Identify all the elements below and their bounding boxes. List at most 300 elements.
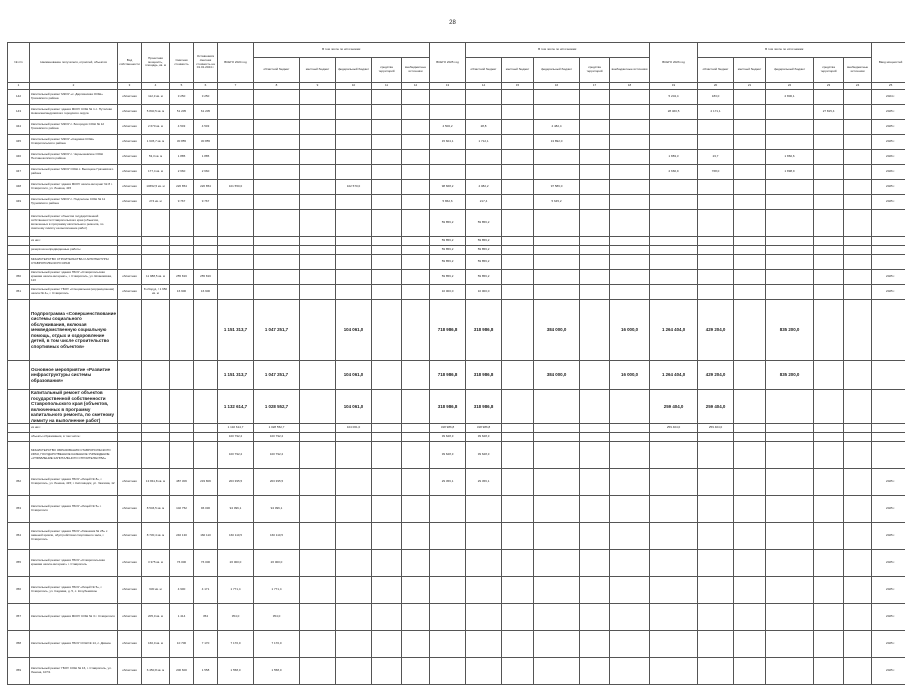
table-row bbox=[8, 496, 905, 523]
row-value bbox=[844, 105, 872, 120]
row-value bbox=[534, 90, 580, 105]
header-total-2026: ВСЕГО 2026 год bbox=[650, 43, 698, 83]
row-kind: областная bbox=[118, 496, 142, 523]
row-value bbox=[300, 105, 336, 120]
row-cost: 102 752 bbox=[170, 496, 194, 523]
row-value bbox=[430, 658, 466, 685]
row-value bbox=[580, 631, 610, 658]
column-number: 9 bbox=[300, 83, 336, 90]
row-capacity bbox=[142, 433, 170, 442]
row-value: 2 666,9 bbox=[650, 165, 698, 180]
header-total-2024: ВСЕГО 2024 год bbox=[218, 43, 254, 83]
row-value bbox=[534, 577, 580, 604]
row-value bbox=[580, 658, 610, 685]
row-kind: областная bbox=[118, 180, 142, 195]
row-cost: 4 503 bbox=[170, 120, 194, 135]
row-value bbox=[218, 135, 254, 150]
column-number: 4 bbox=[142, 83, 170, 90]
header-local: местный бюджет bbox=[734, 58, 766, 83]
row-value bbox=[734, 442, 766, 469]
row-value: 1 771,4 bbox=[218, 577, 254, 604]
row-value bbox=[610, 469, 650, 496]
row-value bbox=[372, 150, 402, 165]
row-value bbox=[502, 135, 534, 150]
header-territory: средства территорий bbox=[372, 58, 402, 83]
row-value: 183,0 bbox=[698, 90, 734, 105]
row-number: 349 bbox=[8, 195, 30, 210]
row-value bbox=[650, 270, 698, 285]
table-row bbox=[8, 255, 905, 270]
row-name: Подпрограмма «Совершенствование системы социального обслуживания, включая межведомственную социальную помощь, отдых и оздоровление детей, в том числе строительство спортивных объектов» bbox=[30, 300, 118, 361]
row-value bbox=[402, 390, 430, 424]
row-value: 2025 г. bbox=[872, 658, 905, 685]
row-value bbox=[466, 105, 502, 120]
row-value bbox=[766, 496, 814, 523]
row-number: 350 bbox=[8, 270, 30, 285]
row-value bbox=[766, 424, 814, 433]
row-number bbox=[8, 237, 30, 246]
row-kind bbox=[118, 442, 142, 469]
row-value bbox=[734, 165, 766, 180]
row-value bbox=[844, 361, 872, 390]
row-number bbox=[8, 246, 30, 255]
row-value bbox=[580, 195, 610, 210]
row-kind: областная bbox=[118, 105, 142, 120]
row-value bbox=[502, 361, 534, 390]
row-kind: областная bbox=[118, 285, 142, 300]
row-value: 1 264 404,0 bbox=[650, 300, 698, 361]
row-value bbox=[814, 246, 844, 255]
row-remain bbox=[194, 255, 218, 270]
row-value bbox=[580, 270, 610, 285]
column-number: 2 bbox=[30, 83, 118, 90]
row-value bbox=[844, 195, 872, 210]
row-value: 2025 г. bbox=[872, 469, 905, 496]
row-number bbox=[8, 424, 30, 433]
row-capacity: 205,0 кв. м bbox=[142, 604, 170, 631]
row-name: Капитальный ремонт здания МКОУ СОШ № 1 с. Путилово Новоалександровского городского округа bbox=[30, 105, 118, 120]
row-value bbox=[254, 270, 300, 285]
row-number: 142 bbox=[8, 90, 30, 105]
row-capacity: 274 кв. м bbox=[142, 195, 170, 210]
row-value: 97 586,0 bbox=[534, 180, 580, 195]
row-value bbox=[534, 442, 580, 469]
row-kind bbox=[118, 237, 142, 246]
row-value: 718 986,8 bbox=[430, 300, 466, 361]
table-row bbox=[8, 237, 905, 246]
row-capacity: 3 375 кв. м bbox=[142, 550, 170, 577]
row-value: 384 000,0 bbox=[534, 300, 580, 361]
table-row bbox=[8, 424, 905, 433]
row-value bbox=[734, 150, 766, 165]
column-number: 10 bbox=[336, 83, 372, 90]
row-value bbox=[872, 237, 905, 246]
row-remain: 16 900 bbox=[194, 285, 218, 300]
row-capacity bbox=[142, 424, 170, 433]
row-value bbox=[650, 246, 698, 255]
row-value bbox=[610, 658, 650, 685]
row-kind bbox=[118, 433, 142, 442]
row-value bbox=[844, 300, 872, 361]
row-capacity bbox=[142, 300, 170, 361]
row-value bbox=[650, 255, 698, 270]
row-value: 2025 г. bbox=[872, 105, 905, 120]
row-value bbox=[254, 246, 300, 255]
row-value bbox=[300, 246, 336, 255]
row-value bbox=[650, 210, 698, 237]
row-remain: 7 170 bbox=[194, 631, 218, 658]
row-remain bbox=[194, 246, 218, 255]
row-value bbox=[734, 135, 766, 150]
row-remain: 30 855 bbox=[194, 135, 218, 150]
row-value bbox=[372, 300, 402, 361]
table-row bbox=[8, 105, 905, 120]
row-cost bbox=[170, 246, 194, 255]
row-number bbox=[8, 442, 30, 469]
row-value bbox=[502, 270, 534, 285]
row-cost: 1 885 bbox=[170, 150, 194, 165]
row-value: 39 628,3 bbox=[466, 433, 502, 442]
row-value: 259 404,0 bbox=[698, 424, 734, 433]
row-value bbox=[580, 469, 610, 496]
row-capacity: 8 546,5 кв. м bbox=[142, 496, 170, 523]
row-value bbox=[300, 577, 336, 604]
row-name: из них: bbox=[30, 237, 118, 246]
row-value bbox=[872, 390, 905, 424]
row-value bbox=[502, 255, 534, 270]
row-value bbox=[610, 390, 650, 424]
row-value bbox=[218, 270, 254, 285]
row-value: 2 171,1 bbox=[698, 105, 734, 120]
row-value: 23,7 bbox=[698, 150, 734, 165]
row-value bbox=[402, 165, 430, 180]
row-value bbox=[336, 150, 372, 165]
row-cost: 2 660 bbox=[170, 165, 194, 180]
row-value bbox=[766, 180, 814, 195]
row-value bbox=[734, 255, 766, 270]
row-value bbox=[534, 237, 580, 246]
row-kind: областная bbox=[118, 135, 142, 150]
row-value bbox=[766, 604, 814, 631]
row-number: 354 bbox=[8, 523, 30, 550]
row-kind: областная bbox=[118, 195, 142, 210]
row-value: 101 550,0 bbox=[218, 180, 254, 195]
row-name: Капитальный ремонт объектов государственной собственности Ставропольского края (объектов, включенных в программу капитального ремонта, по сметному лимиту на выполнение работ) bbox=[30, 390, 118, 424]
column-number: 16 bbox=[534, 83, 580, 90]
row-value bbox=[610, 523, 650, 550]
row-value bbox=[650, 604, 698, 631]
row-value bbox=[402, 120, 430, 135]
row-name: Капитальный ремонт здания ГБОУ «Гимназия № 25» с заменой кровли, обустройством спортивного зала, г. Ставрополь bbox=[30, 523, 118, 550]
row-value bbox=[766, 195, 814, 210]
row-value bbox=[534, 165, 580, 180]
row-value bbox=[698, 120, 734, 135]
row-value bbox=[218, 285, 254, 300]
row-remain bbox=[194, 390, 218, 424]
row-value: 2025 г. bbox=[872, 496, 905, 523]
row-value: 59 856,2 bbox=[466, 246, 502, 255]
row-name: Капитальный ремонт МКОУ с. Богородск СОШ № 12 Грачевского района bbox=[30, 120, 118, 135]
row-value bbox=[372, 631, 402, 658]
row-number: 357 bbox=[8, 604, 30, 631]
row-value bbox=[372, 135, 402, 150]
header-extra: внебюджетные источники bbox=[610, 58, 650, 83]
row-number: 346 bbox=[8, 150, 30, 165]
row-value: 15 604,1 bbox=[430, 135, 466, 150]
row-value bbox=[734, 195, 766, 210]
header-no: № п/п bbox=[8, 43, 30, 83]
row-value bbox=[610, 270, 650, 285]
row-value bbox=[734, 658, 766, 685]
row-value: 5 862,6 bbox=[430, 195, 466, 210]
row-kind bbox=[118, 424, 142, 433]
row-value bbox=[844, 604, 872, 631]
row-name: Капитальный ремонт МКОУ «Садовая СОШ» Ставропольского района bbox=[30, 135, 118, 150]
row-value: 5 204,4 bbox=[650, 90, 698, 105]
row-value: 39 628,3 bbox=[466, 442, 502, 469]
row-value: 59 856,2 bbox=[430, 246, 466, 255]
header-kind: Вид собственности bbox=[118, 43, 142, 83]
row-value bbox=[734, 433, 766, 442]
header-cost: Сметная стоимость bbox=[170, 43, 194, 83]
row-value bbox=[698, 433, 734, 442]
row-value bbox=[372, 550, 402, 577]
row-value bbox=[766, 255, 814, 270]
row-value bbox=[814, 442, 844, 469]
row-value bbox=[372, 90, 402, 105]
row-value: 160 110,5 bbox=[218, 523, 254, 550]
row-remain bbox=[194, 237, 218, 246]
row-value: 217,4 bbox=[466, 195, 502, 210]
row-value bbox=[372, 496, 402, 523]
row-value bbox=[534, 390, 580, 424]
row-value bbox=[300, 658, 336, 685]
row-name: Капитальный ремонт МКОУ ООШ с. Высоцкое Грачевского района bbox=[30, 165, 118, 180]
row-value bbox=[650, 469, 698, 496]
row-value bbox=[766, 285, 814, 300]
row-value bbox=[300, 433, 336, 442]
row-name: Капитальный ремонт здания ГБОУ «Ставропольская краевая школа-интернат» г. Ставрополь bbox=[30, 550, 118, 577]
row-value bbox=[372, 120, 402, 135]
row-value bbox=[466, 523, 502, 550]
row-cost bbox=[170, 361, 194, 390]
row-value bbox=[402, 255, 430, 270]
row-value bbox=[402, 195, 430, 210]
row-value: 39 628,3 bbox=[430, 433, 466, 442]
row-value bbox=[844, 90, 872, 105]
row-value bbox=[372, 237, 402, 246]
row-value bbox=[698, 195, 734, 210]
row-kind bbox=[118, 246, 142, 255]
table-row bbox=[8, 150, 905, 165]
row-value: 1 132 614,7 bbox=[218, 390, 254, 424]
row-value: 718 986,8 bbox=[430, 361, 466, 390]
row-capacity: 112,3 кв. м bbox=[142, 90, 170, 105]
row-value: 1 028 552,7 bbox=[254, 390, 300, 424]
row-value: 1 883,3 bbox=[650, 150, 698, 165]
row-value bbox=[844, 550, 872, 577]
row-value: 1 047 251,7 bbox=[254, 300, 300, 361]
row-value bbox=[610, 577, 650, 604]
row-cost: 30 855 bbox=[170, 135, 194, 150]
row-value bbox=[844, 246, 872, 255]
row-kind: областная bbox=[118, 165, 142, 180]
row-remain: 233 806 bbox=[194, 469, 218, 496]
row-value: 2025 г. bbox=[872, 604, 905, 631]
row-value bbox=[502, 237, 534, 246]
row-value bbox=[534, 285, 580, 300]
table-row bbox=[8, 469, 905, 496]
column-number: 23 bbox=[814, 83, 844, 90]
row-value bbox=[698, 550, 734, 577]
row-capacity bbox=[142, 361, 170, 390]
row-value bbox=[580, 523, 610, 550]
row-value bbox=[610, 246, 650, 255]
row-value bbox=[734, 550, 766, 577]
row-value bbox=[844, 658, 872, 685]
column-number: 8 bbox=[254, 83, 300, 90]
row-value bbox=[814, 285, 844, 300]
table-row bbox=[8, 523, 905, 550]
row-value: 26 000,0 bbox=[218, 550, 254, 577]
row-capacity bbox=[142, 246, 170, 255]
row-value bbox=[218, 255, 254, 270]
row-cost bbox=[170, 210, 194, 237]
row-value bbox=[734, 361, 766, 390]
row-value bbox=[766, 550, 814, 577]
row-value bbox=[814, 577, 844, 604]
row-value bbox=[698, 135, 734, 150]
row-value bbox=[766, 658, 814, 685]
table-row bbox=[8, 550, 905, 577]
row-value bbox=[218, 195, 254, 210]
row-value bbox=[372, 469, 402, 496]
row-value: 59 856,2 bbox=[466, 255, 502, 270]
table-row bbox=[8, 577, 905, 604]
row-value bbox=[580, 120, 610, 135]
row-value bbox=[402, 246, 430, 255]
table-row bbox=[8, 210, 905, 237]
row-value: 1 898,9 bbox=[766, 165, 814, 180]
header-remain: Оставшаяся сметная стоимость на 01.01.2024 г. bbox=[194, 43, 218, 83]
row-value bbox=[300, 237, 336, 246]
row-value bbox=[534, 523, 580, 550]
row-value: 94 096,1 bbox=[254, 496, 300, 523]
row-kind bbox=[118, 255, 142, 270]
row-value bbox=[402, 270, 430, 285]
row-value bbox=[372, 658, 402, 685]
row-value: 835 200,0 bbox=[766, 361, 814, 390]
row-value bbox=[610, 180, 650, 195]
row-value: 318 986,8 bbox=[466, 424, 502, 433]
row-value bbox=[372, 604, 402, 631]
row-value bbox=[580, 246, 610, 255]
row-capacity: 1 645,7 кв. м bbox=[142, 135, 170, 150]
row-value bbox=[534, 604, 580, 631]
row-remain bbox=[194, 442, 218, 469]
row-value bbox=[766, 433, 814, 442]
row-kind bbox=[118, 390, 142, 424]
table-row bbox=[8, 658, 905, 685]
row-number: 347 bbox=[8, 165, 30, 180]
row-value bbox=[254, 90, 300, 105]
row-value: 59 856,2 bbox=[430, 210, 466, 237]
row-capacity bbox=[142, 390, 170, 424]
column-number: 11 bbox=[372, 83, 402, 90]
row-value bbox=[844, 120, 872, 135]
row-value bbox=[844, 285, 872, 300]
row-value bbox=[502, 90, 534, 105]
row-value bbox=[734, 631, 766, 658]
row-value bbox=[430, 550, 466, 577]
row-value: 2025 г. bbox=[872, 631, 905, 658]
row-kind: областная bbox=[118, 523, 142, 550]
header-sources-2026: В том числе по источникам: bbox=[698, 43, 872, 58]
row-value: 429 204,0 bbox=[698, 300, 734, 361]
row-value bbox=[766, 270, 814, 285]
row-value bbox=[466, 631, 502, 658]
row-value bbox=[466, 604, 502, 631]
row-value bbox=[300, 442, 336, 469]
row-value bbox=[698, 180, 734, 195]
row-kind: областная bbox=[118, 120, 142, 135]
row-capacity: 5 840,5 кв. м bbox=[142, 105, 170, 120]
row-value bbox=[336, 165, 372, 180]
row-value: 39 628,3 bbox=[430, 442, 466, 469]
column-number: 7 bbox=[218, 83, 254, 90]
row-value bbox=[502, 105, 534, 120]
row-cost: 200 600 bbox=[170, 658, 194, 685]
row-value bbox=[254, 255, 300, 270]
row-value bbox=[502, 180, 534, 195]
row-value bbox=[402, 210, 430, 237]
row-value bbox=[844, 469, 872, 496]
row-value bbox=[580, 361, 610, 390]
row-value bbox=[218, 150, 254, 165]
row-value bbox=[300, 120, 336, 135]
row-value bbox=[734, 469, 766, 496]
row-value bbox=[610, 285, 650, 300]
row-value bbox=[698, 442, 734, 469]
row-value bbox=[766, 246, 814, 255]
row-value: 59 856,2 bbox=[430, 237, 466, 246]
row-number: 143 bbox=[8, 105, 30, 120]
row-cost bbox=[170, 255, 194, 270]
row-value bbox=[502, 442, 534, 469]
row-value: 1 558,0 bbox=[218, 658, 254, 685]
row-value bbox=[254, 237, 300, 246]
column-number: 12 bbox=[402, 83, 430, 90]
row-capacity bbox=[142, 237, 170, 246]
row-value bbox=[580, 150, 610, 165]
row-value bbox=[698, 246, 734, 255]
row-value bbox=[698, 469, 734, 496]
table-row bbox=[8, 442, 905, 469]
row-value bbox=[766, 442, 814, 469]
row-value bbox=[844, 180, 872, 195]
row-value bbox=[534, 424, 580, 433]
row-value bbox=[336, 237, 372, 246]
row-value bbox=[734, 577, 766, 604]
table-row bbox=[8, 604, 905, 631]
row-value bbox=[610, 135, 650, 150]
row-value bbox=[336, 90, 372, 105]
row-value bbox=[336, 270, 372, 285]
row-value bbox=[300, 361, 336, 390]
row-value bbox=[466, 496, 502, 523]
row-name: резерв на непредвиденные работы bbox=[30, 246, 118, 255]
row-name: Капитальный ремонт объектов государственной собственности Ставропольского края (объектов, включенных в программу капитального ремонта, по сметному лимиту на выполнение работ) bbox=[30, 210, 118, 237]
